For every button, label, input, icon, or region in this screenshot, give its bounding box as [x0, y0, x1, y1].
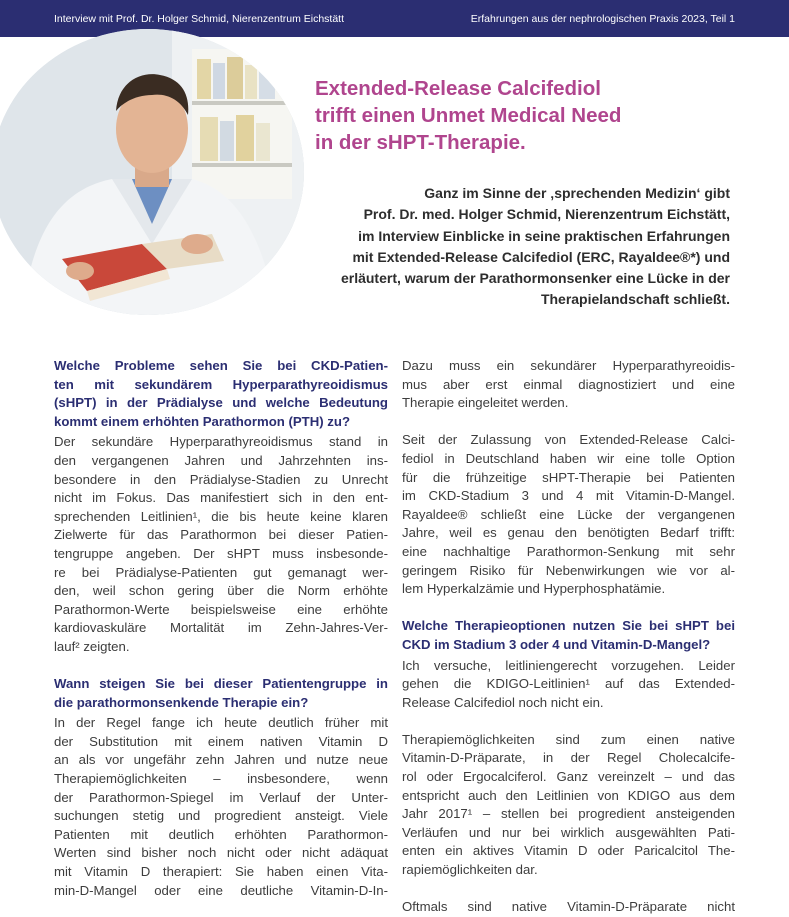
body-line: Parathormon-Werte beispielsweise eine erhöhte: [54, 601, 388, 617]
body-line: der Parathormon-Spiegel im Verlauf der Unter-: [54, 789, 388, 805]
answer-paragraph: [54, 714, 388, 900]
body-line: für die frühzeitige sHPT-Therapie bei Patienten: [402, 469, 735, 485]
body-line: Verläufen und nur bei wirklich ausgewählten Pati-: [402, 824, 735, 840]
body-line: Ich versuche, leitliniengerecht vorzugehen. Leider: [402, 657, 735, 673]
body-line: Oftmals sind native Vitamin-D-Präparate nicht: [402, 899, 735, 915]
question-line: CKD im Stadium 3 oder 4 und Vitamin-D-Mangel?: [402, 636, 711, 652]
body-line: lem Hyperkalzämie und Hyperphosphatämie.: [402, 581, 666, 597]
header-left-text: Interview mit Prof. Dr. Holger Schmid, Nierenzentrum Eichstätt: [54, 13, 345, 25]
question-line: (sHPT) in der Prädialyse und welche Bedeutung: [54, 395, 388, 411]
question-line: Wann steigen Sie bei dieser Patientengruppe in: [54, 676, 388, 692]
body-line: besondere in den Prädialyse-Stadien zu Unrecht: [54, 471, 388, 487]
lead-paragraph: [250, 183, 730, 311]
body-paragraph: [402, 357, 735, 413]
body-line: fediol in Deutschland haben wir eine tolle Option: [402, 450, 735, 466]
body-line: Therapie eingeleitet werden.: [402, 395, 569, 411]
body-line: Patienten mit deutlich erhöhten Parathormon-: [54, 826, 388, 842]
body-line: eine nachhaltige Parathormon-Senkung mit sehr: [402, 543, 735, 559]
article-headline: [315, 75, 755, 156]
body-line: Release Calcifediol noch nicht ein.: [402, 694, 604, 710]
lead-line: erläutert, warum der Parathormonsenker eine Lücke in der: [340, 270, 730, 287]
question-heading: [54, 675, 388, 712]
body-paragraph: [402, 898, 735, 917]
body-paragraph: [402, 431, 735, 598]
body-line: Therapiemöglichkeiten – insbesondere, wenn: [54, 771, 388, 787]
body-line: sprechenden Leitlinien¹, die bis heute keine klaren: [54, 508, 388, 524]
body-line: im CKD-Stadium 3 und 4 mit Vitamin-D-Mangel.: [402, 488, 735, 504]
answer-paragraph: [54, 433, 388, 656]
question-heading: [402, 617, 735, 654]
lead-line: mit Extended-Release Calcifediol (ERC, Rayaldee®*) und: [352, 248, 730, 265]
body-line: der Substitution mit einem nativen Vitamin D: [54, 733, 388, 749]
right-column: [402, 357, 735, 917]
body-line: rol oder Ergocalciferol. Ganz vereinzelt – und das: [402, 769, 735, 785]
body-line: gehen die KDIGO-Leitlinien¹ auf das Extended-: [402, 676, 735, 692]
lead-line: Prof. Dr. med. Holger Schmid, Nierenzentrum Eichstätt,: [363, 206, 730, 223]
body-paragraph: [402, 731, 735, 880]
body-line: rapiemöglichkeiten dar.: [402, 862, 538, 878]
body-line: mit Vitamin D therapiert: Sie haben einen Vita-: [54, 864, 388, 880]
body-line: kardiovaskuläre Mortalität im Zehn-Jahres-Ver-: [54, 620, 388, 636]
answer-paragraph: [402, 657, 735, 713]
body-line: Zielwerte für das Parathormon bei dieser Patien-: [54, 527, 388, 543]
headline-line: Extended-Release Calcifediol: [315, 77, 601, 100]
lead-line: im Interview Einblicke in seine praktischen Erfahrungen: [358, 227, 730, 244]
body-line: Therapiemöglichkeiten sind zum einen native: [402, 731, 735, 747]
body-line: Werten sind bisher noch nicht oder nicht adäquat: [54, 845, 388, 861]
question-line: Welche Probleme sehen Sie bei CKD-Patien-: [54, 358, 388, 373]
question-line: Welche Therapieoptionen nutzen Sie bei sHPT bei: [402, 618, 735, 634]
body-line: an als vor ungefähr zehn Jahren und nutze neue: [54, 752, 388, 768]
question-heading: [54, 357, 388, 431]
question-line: die parathormonsenkende Therapie ein?: [54, 694, 309, 710]
lead-line: Ganz im Sinne der ‚sprechenden Medizin‘ gibt: [424, 185, 730, 201]
body-line: Jahre, weil es genau den benötigten Bedarf trifft:: [402, 525, 735, 541]
body-line: entspricht auch den Leitlinien von KDIGO aus dem: [402, 787, 735, 803]
body-line: geringem Risiko für Nebenwirkungen wie vor al-: [402, 562, 735, 578]
question-line: ten mit sekundärem Hyperparathyreoidismus: [54, 376, 388, 392]
body-line: Dazu muss ein sekundärer Hyperparathyreoidis-: [402, 358, 735, 373]
header-right-text: Erfahrungen aus der nephrologischen Praxis 2023, Teil 1: [470, 13, 735, 25]
body-line: mus aber erst einmal diagnostiziert und eine: [402, 376, 735, 392]
body-line: den vergangenen Jahren und Jahrzehnten ins-: [54, 452, 388, 468]
body-line: In der Regel fange ich heute deutlich früher mit: [54, 715, 388, 731]
body-line: Rayaldee® schließt eine Lücke der vergangenen: [402, 506, 735, 522]
body-line: Vitamin-D-Präparate, in der Regel Cholecalcife-: [402, 750, 735, 766]
body-line: Jahr 2017¹ – stellen bei progredient ansteigenden: [402, 806, 735, 822]
body-line: re bei Prädialyse-Patienten gut gemanagt wer-: [54, 564, 388, 580]
body-line: enten ein aktives Vitamin D oder Paricalcitol The-: [402, 843, 735, 859]
body-line: nicht im Fokus. Das manifestiert sich in den ent-: [54, 490, 388, 506]
body-line: suchungen stetig und progredient ansteigt. Viele: [54, 808, 388, 824]
headline-line: trifft einen Unmet Medical Need: [315, 104, 622, 127]
body-line: min-D-Mangel oder eine deutliche Vitamin-D-In-: [54, 882, 388, 898]
body-line: lauf² zeigten.: [54, 638, 130, 654]
body-line: Seit der Zulassung von Extended-Release Calci-: [402, 432, 735, 448]
body-line: den, weil schon gering über die Norm erhöhte: [54, 583, 388, 599]
body-line: Der sekundäre Hyperparathyreoidismus stand in: [54, 434, 388, 450]
left-column: [54, 357, 388, 900]
body-line: tengruppe angeben. Der sHPT muss insbesonde-: [54, 545, 388, 561]
question-line: kommt einem erhöhten Parathormon (PTH) zu?: [54, 413, 351, 429]
lead-line: Therapielandschaft schließt.: [540, 291, 730, 308]
headline-line: in der sHPT-Therapie.: [315, 131, 526, 154]
